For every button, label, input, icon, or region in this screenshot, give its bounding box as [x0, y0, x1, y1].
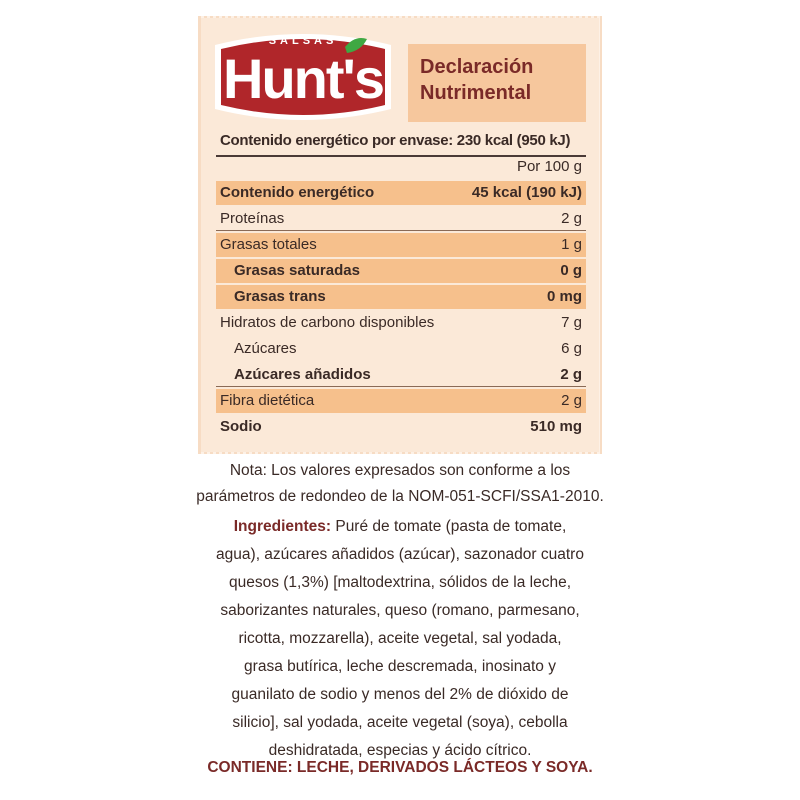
row-sodium — [216, 415, 586, 439]
ingredients-line-3: quesos (1,3%) [maltodextrina, sólidos de la leche, — [228, 574, 572, 591]
note-line-1: Nota: Los valores expresados son conforme a los — [229, 462, 571, 479]
row-label: Contenido energético — [220, 184, 375, 201]
title-box — [408, 44, 586, 122]
row-label: Fibra dietética — [220, 392, 315, 409]
row-value: 7 g — [561, 314, 582, 331]
row-trans-fat — [216, 285, 586, 309]
ingredients-line-4: saborizantes naturales, queso (romano, parmesano, — [220, 602, 580, 619]
row-label: Proteínas — [220, 210, 285, 227]
row-sugars — [216, 337, 586, 361]
row-value: 2 g — [561, 392, 582, 409]
logo-subtitle: SALSAS — [268, 35, 338, 47]
per-100g-header: Por 100 g — [516, 158, 582, 175]
ingredients-line-6: grasa butírica, leche descremada, inosinato y — [244, 658, 556, 675]
note-line-2: parámetros de redondeo de la NOM-051-SCFI/SSA1-2010. — [196, 488, 604, 505]
row-label: Grasas totales — [220, 236, 317, 253]
row-label: Azúcares — [234, 340, 297, 357]
row-total-fat — [216, 233, 586, 257]
title-line-2: Nutrimental — [420, 82, 532, 104]
row-label: Grasas saturadas — [234, 262, 360, 279]
hunts-logo — [205, 27, 401, 127]
separator — [216, 155, 586, 157]
row-label: Sodio — [220, 418, 262, 435]
row-label: Azúcares añadidos — [234, 366, 371, 383]
title-line-1: Declaración — [420, 56, 534, 78]
ingredients-line-7: guanilato de sodio y menos del 2% de dióxido de — [231, 686, 569, 703]
row-value: 0 mg — [546, 288, 582, 305]
ingredients-lead: Ingredientes: — [233, 518, 332, 535]
row-value: 6 g — [561, 340, 582, 357]
ingredients-line-8: silicio], sal yodada, aceite vegetal (soya), cebolla — [232, 714, 568, 731]
row-value: 1 g — [561, 236, 582, 253]
row-saturated-fat — [216, 259, 586, 283]
row-label: Grasas trans — [234, 288, 326, 305]
ingredients-line-2: agua), azúcares añadidos (azúcar), sazonador cuatro — [216, 546, 584, 563]
rounding-note — [190, 458, 610, 510]
row-fiber — [216, 389, 586, 413]
row-value: 0 g — [560, 262, 582, 279]
ingredients-line-5: ricotta, mozzarella), aceite vegetal, sal yodada, — [238, 630, 562, 647]
row-value: 45 kcal (190 kJ) — [471, 184, 582, 201]
row-protein — [216, 207, 586, 231]
allergen-statement: CONTIENE: LECHE, DERIVADOS LÁCTEOS Y SOYA. — [207, 759, 593, 776]
ingredients-text — [190, 513, 610, 765]
row-value: 2 g — [560, 366, 582, 383]
logo-brand: Hunt's — [223, 47, 383, 110]
row-energy — [216, 181, 586, 205]
row-value: 2 g — [561, 210, 582, 227]
row-label: Hidratos de carbono disponibles — [220, 314, 435, 331]
ingredients-line-9: deshidratada, especias y ácido cítrico. — [268, 742, 532, 759]
energy-per-package: Contenido energético por envase: 230 kcal (950 kJ) — [220, 132, 571, 149]
row-added-sugars — [216, 363, 586, 387]
row-value: 510 mg — [530, 418, 582, 435]
row-carbohydrates — [216, 311, 586, 335]
ingredients-line-1: Puré de tomate (pasta de tomate, — [331, 518, 567, 535]
